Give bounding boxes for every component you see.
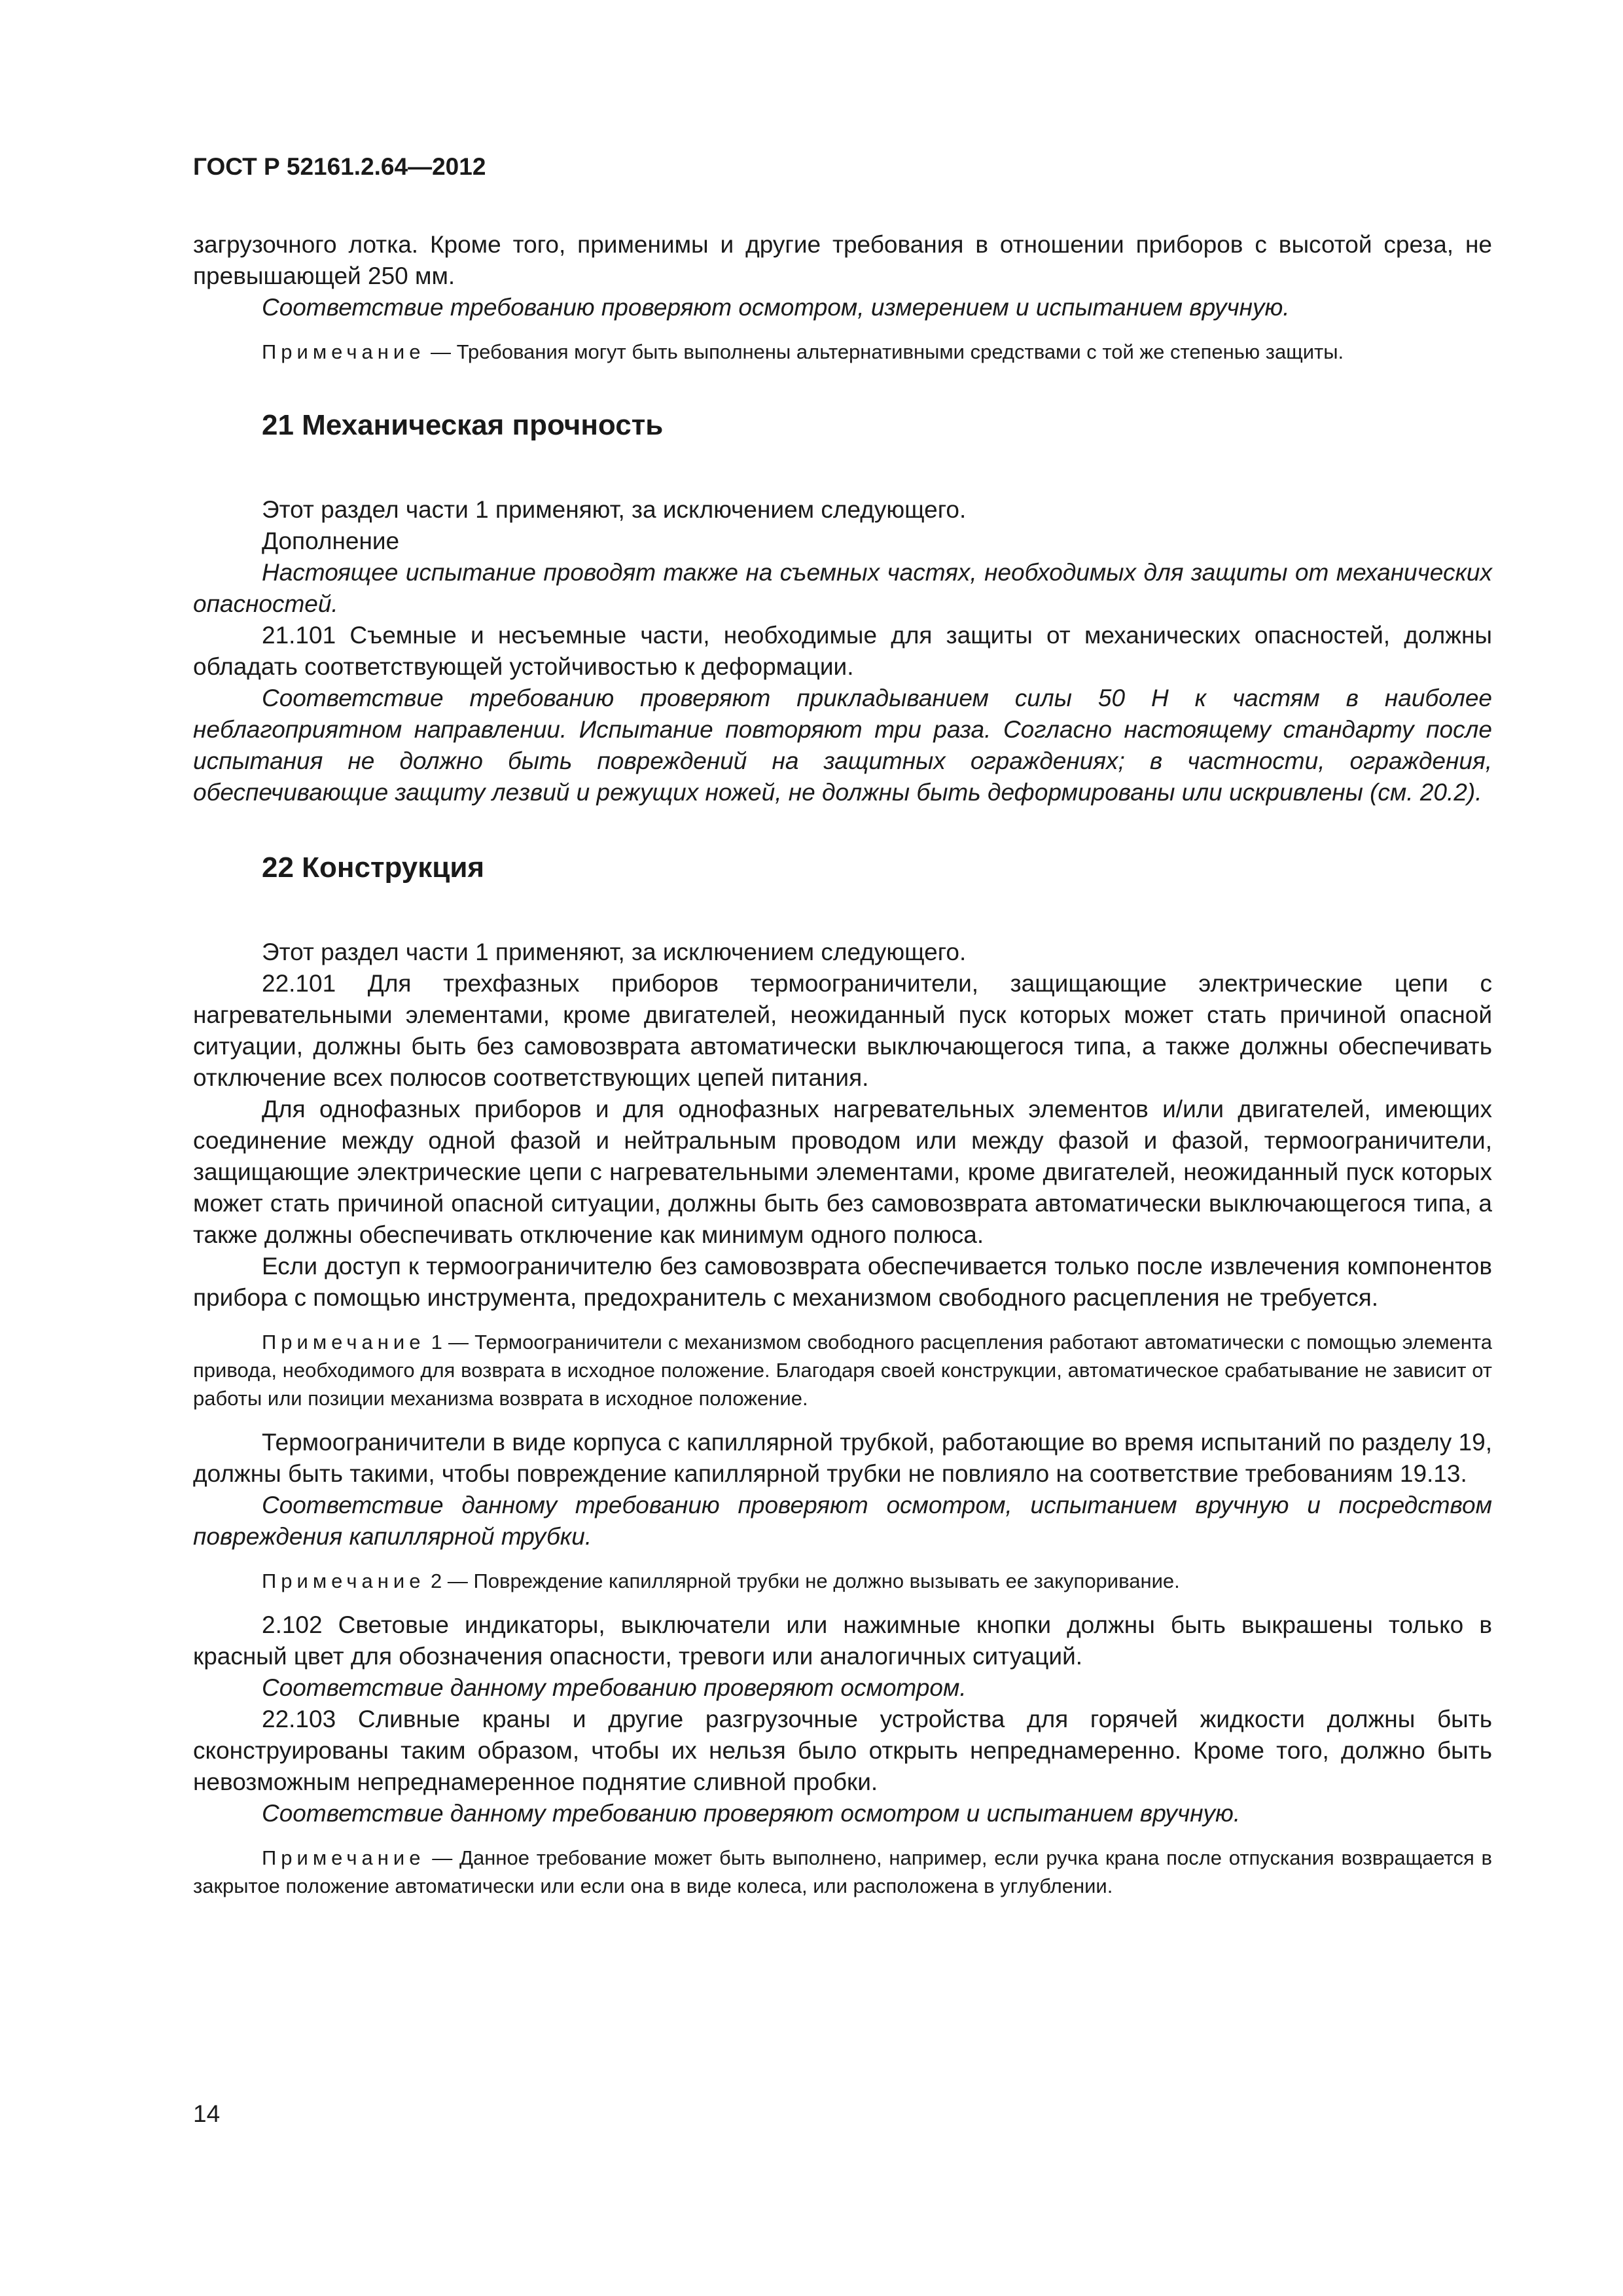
compliance-paragraph: Соответствие данному требованию проверяют осмотром. (262, 1674, 967, 1701)
note-1 (193, 1328, 1492, 1412)
paragraph: Этот раздел части 1 применяют, за исключением следующего. (262, 939, 967, 965)
paragraph: Этот раздел части 1 применяют, за исключением следующего. (262, 496, 967, 523)
clause-2-102: 2.102 Световые индикаторы, выключатели или нажимные кнопки должны быть выкрашены только в красный цвет для обозначения опасности, тревоги или аналогичных ситуаций. (193, 1611, 1492, 1670)
compliance-paragraph: Соответствие требованию проверяют осмотром, измерением и испытанием вручную. (262, 294, 1290, 321)
clause-22-101: 22.101 Для трехфазных приборов термоограничители, защищающие электрические цепи с нагревательными элементами, кроме двигателей, неожиданный пуск которых может стать причиной опасной ситуации, должны быть без самовозврата автоматически выключающегося типа, а также должны обеспечивать отключение всех полюсов соответствующих цепей питания. (193, 970, 1492, 1091)
paragraph: Если доступ к термоограничителю без самовозврата обеспечивается только после извлечения компонентов прибора с помощью инструмента, предохранитель с механизмом свободного расцепления не требуется. (193, 1253, 1492, 1311)
paragraph: загрузочного лотка. Кроме того, применимы и другие требования в отношении приборов с высотой среза, не превышающей 250 мм. (193, 231, 1492, 289)
note-label: Примечание (262, 1846, 425, 1869)
paragraph: Термоограничители в виде корпуса с капиллярной трубкой, работающие во время испытаний по разделу 19, должны быть такими, чтобы повреждение капиллярной трубки не повлияло на соответствие требованиям 19.13. (193, 1429, 1492, 1487)
compliance-paragraph: Соответствие данному требованию проверяют осмотром и испытанием вручную. (262, 1800, 1241, 1827)
note-2 (193, 1567, 1492, 1595)
page-number: 14 (193, 2100, 221, 2127)
note-text: — Требования могут быть выполнены альтернативными средствами с той же степенью защиты. (425, 340, 1344, 363)
compliance-paragraph: Настоящее испытание проводят также на съемных частях, необходимых для защиты от механических опасностей. (193, 559, 1492, 617)
note-label: Примечание (262, 340, 425, 363)
note-text: 2 — Повреждение капиллярной трубки не должно вызывать ее закупоривание. (425, 1570, 1180, 1592)
section-21-title: 21 Механическая прочность (262, 409, 664, 441)
note-label: Примечание (262, 1570, 425, 1592)
paragraph: Дополнение (262, 528, 400, 554)
clause-22-103: 22.103 Сливные краны и другие разгрузочные устройства для горячей жидкости должны быть сконструированы таким образом, чтобы их нельзя было открыть непреднамеренно. Кроме того, должно быть невозможным непреднамеренное поднятие сливной пробки. (193, 1706, 1492, 1795)
note-text: 1 — Термоограничители с механизмом свободного расцепления работают автоматически с помощью элемента привода, необходимого для возврата в исходное положение. Благодаря своей конструкции, автоматическое срабатывание не зависит от работы или позиции механизма возврата в исходное положение. (193, 1331, 1492, 1410)
note-label: Примечание (262, 1331, 425, 1354)
compliance-paragraph: Соответствие данному требованию проверяют осмотром, испытанием вручную и посредством повреждения капиллярной трубки. (193, 1492, 1492, 1550)
section-22-title: 22 Конструкция (262, 852, 485, 884)
clause-21-101: 21.101 Съемные и несъемные части, необходимые для защиты от механических опасностей, должны обладать соответствующей устойчивостью к деформации. (193, 622, 1492, 680)
note-3 (193, 1844, 1492, 1900)
note-text: — Данное требование может быть выполнено, например, если ручка крана после отпускания возвращается в закрытое положение автоматически или если она в виде колеса, или расположена в углублении. (193, 1846, 1492, 1897)
compliance-paragraph: Соответствие требованию проверяют прикладыванием силы 50 Н к частям в наиболее неблагоприятном направлении. Испытание повторяют три раза. Согласно настоящему стандарту после испытания не должно быть повреждений на защитных ограждениях; в частности, ограждения, обеспечивающие защиту лезвий и режущих ножей, не должны быть деформированы или искривлены (см. 20.2). (193, 685, 1492, 806)
page-content (193, 151, 1492, 1900)
document-header: ГОСТ Р 52161.2.64—2012 (193, 153, 486, 180)
note (193, 338, 1492, 366)
paragraph: Для однофазных приборов и для однофазных нагревательных элементов и/или двигателей, имеющих соединение между одной фазой и нейтральным проводом или между фазой и фазой, термоограничители, защищающие электрические цепи с нагревательными элементами, кроме двигателей, неожиданный пуск которых может стать причиной опасной ситуации, должны быть без самовозврата автоматически выключающегося типа, а также должны обеспечивать отключение как минимум одного полюса. (193, 1096, 1492, 1248)
